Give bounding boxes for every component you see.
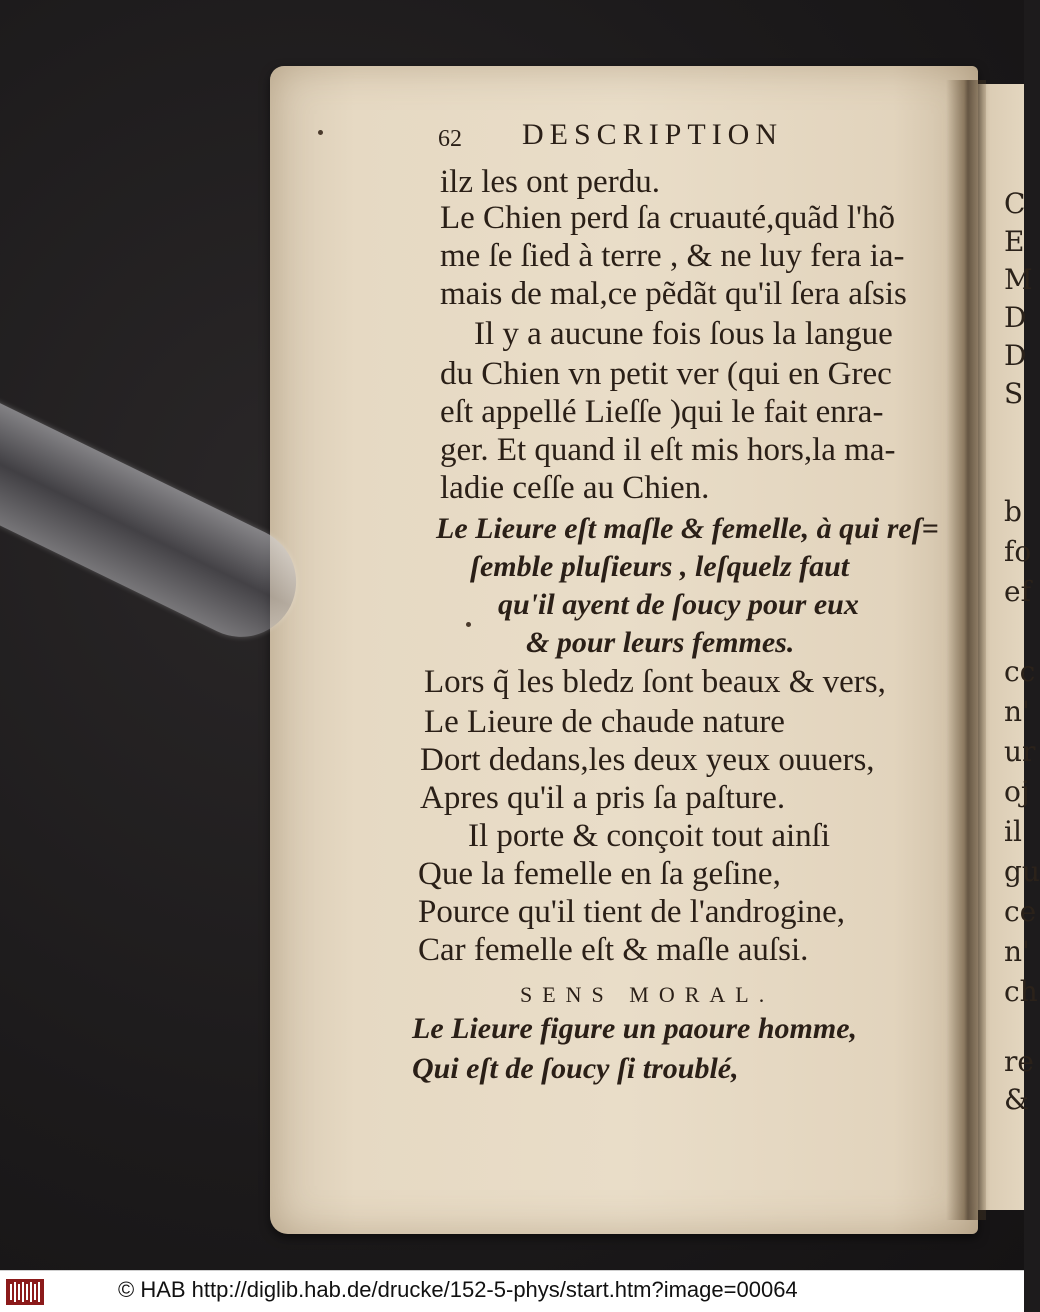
facing-page-fragment: il — [1004, 815, 1022, 848]
facing-page-fragment: & — [1004, 1083, 1029, 1116]
facing-page-fragment: gu — [1004, 855, 1040, 888]
facing-page-fragment: oj — [1004, 775, 1030, 808]
moral-heading: SENS MORAL. — [520, 982, 775, 1007]
facing-page-fragment: re — [1004, 1045, 1034, 1078]
verse-line: Que la femelle en ſa geſine, — [418, 856, 781, 892]
verse-line: Car femelle eſt & maſle auſsi. — [418, 932, 809, 968]
facing-page-fragment: ch — [1004, 975, 1038, 1008]
italic-heading-line: & pour leurs femmes. — [526, 626, 795, 659]
ink-speck — [318, 130, 323, 135]
footer-bar — [0, 1270, 1024, 1312]
prose-line: du Chien vn petit ver (qui en Grec — [440, 356, 892, 392]
verse-line: Dort dedans,les deux yeux ouuers, — [420, 742, 875, 778]
prose-line: ilz les ont perdu. — [440, 164, 660, 200]
verse-line: Le Lieure de chaude nature — [424, 704, 785, 740]
prose-line: Le Chien perd ſa cruauté,quãd l'hõ — [440, 200, 895, 236]
moral-line: Qui eſt de ſoucy ſi troublé, — [412, 1052, 739, 1085]
prose-line: ladie ceſſe au Chien. — [440, 470, 710, 506]
prose-line: eſt appellé Lieſſe )qui le fait enra- — [440, 394, 884, 430]
verse-line: Pource qu'il tient de l'androgine, — [418, 894, 846, 930]
facing-page-fragment: ce — [1004, 895, 1037, 928]
facing-page-fragment: ur — [1004, 735, 1036, 768]
facing-page-fragment: E — [1004, 225, 1025, 258]
facing-page-fragment: M — [1004, 263, 1033, 296]
hab-logo-icon — [6, 1279, 44, 1305]
facing-page-fragment: fo — [1004, 535, 1032, 568]
copyright-link[interactable]: © HAB http://diglib.hab.de/drucke/152-5-phys/start.htm?image=00064 — [118, 1277, 798, 1302]
facing-page-fragment: D — [1004, 339, 1027, 372]
facing-page-fragment: ef — [1004, 575, 1031, 608]
facing-page-fragment: n' — [1004, 935, 1030, 968]
ink-speck — [466, 622, 471, 627]
facing-page-fragment: C — [1004, 187, 1026, 220]
moral-line: Le Lieure figure un paoure homme, — [412, 1012, 858, 1045]
italic-heading-line: Le Lieure eſt maſle & femelle, à qui reſ= — [436, 512, 939, 545]
verse-line: Apres qu'il a pris ſa paſture. — [420, 780, 786, 816]
facing-page-fragment: b — [1004, 495, 1022, 528]
facing-page-fragment: n' — [1004, 695, 1030, 728]
facing-page-fragment: cc — [1004, 655, 1036, 688]
verse-line: Lors q̃ les bledz ſont beaux & vers, — [424, 664, 886, 700]
prose-line: me ſe ſied à terre , & ne luy fera ia- — [440, 238, 905, 274]
prose-line: ger. Et quand il eſt mis hors,la ma- — [440, 432, 896, 468]
italic-heading-line: ſemble pluſieurs , leſquelz faut — [470, 550, 850, 583]
prose-line: mais de mal,ce pẽdãt qu'il ſera aſsis — [440, 276, 907, 312]
italic-heading-line: qu'il ayent de ſoucy pour eux — [498, 588, 859, 621]
verse-line: Il porte & conçoit tout ainſi — [468, 818, 831, 854]
facing-page-fragment: D — [1004, 301, 1027, 334]
folio-number: 62 — [438, 126, 462, 152]
running-head: DESCRIPTION — [522, 118, 784, 151]
page-gutter-shadow — [946, 80, 986, 1220]
facing-page-fragment: S — [1004, 377, 1024, 410]
prose-line: Il y a aucune fois ſous la langue — [474, 316, 893, 352]
